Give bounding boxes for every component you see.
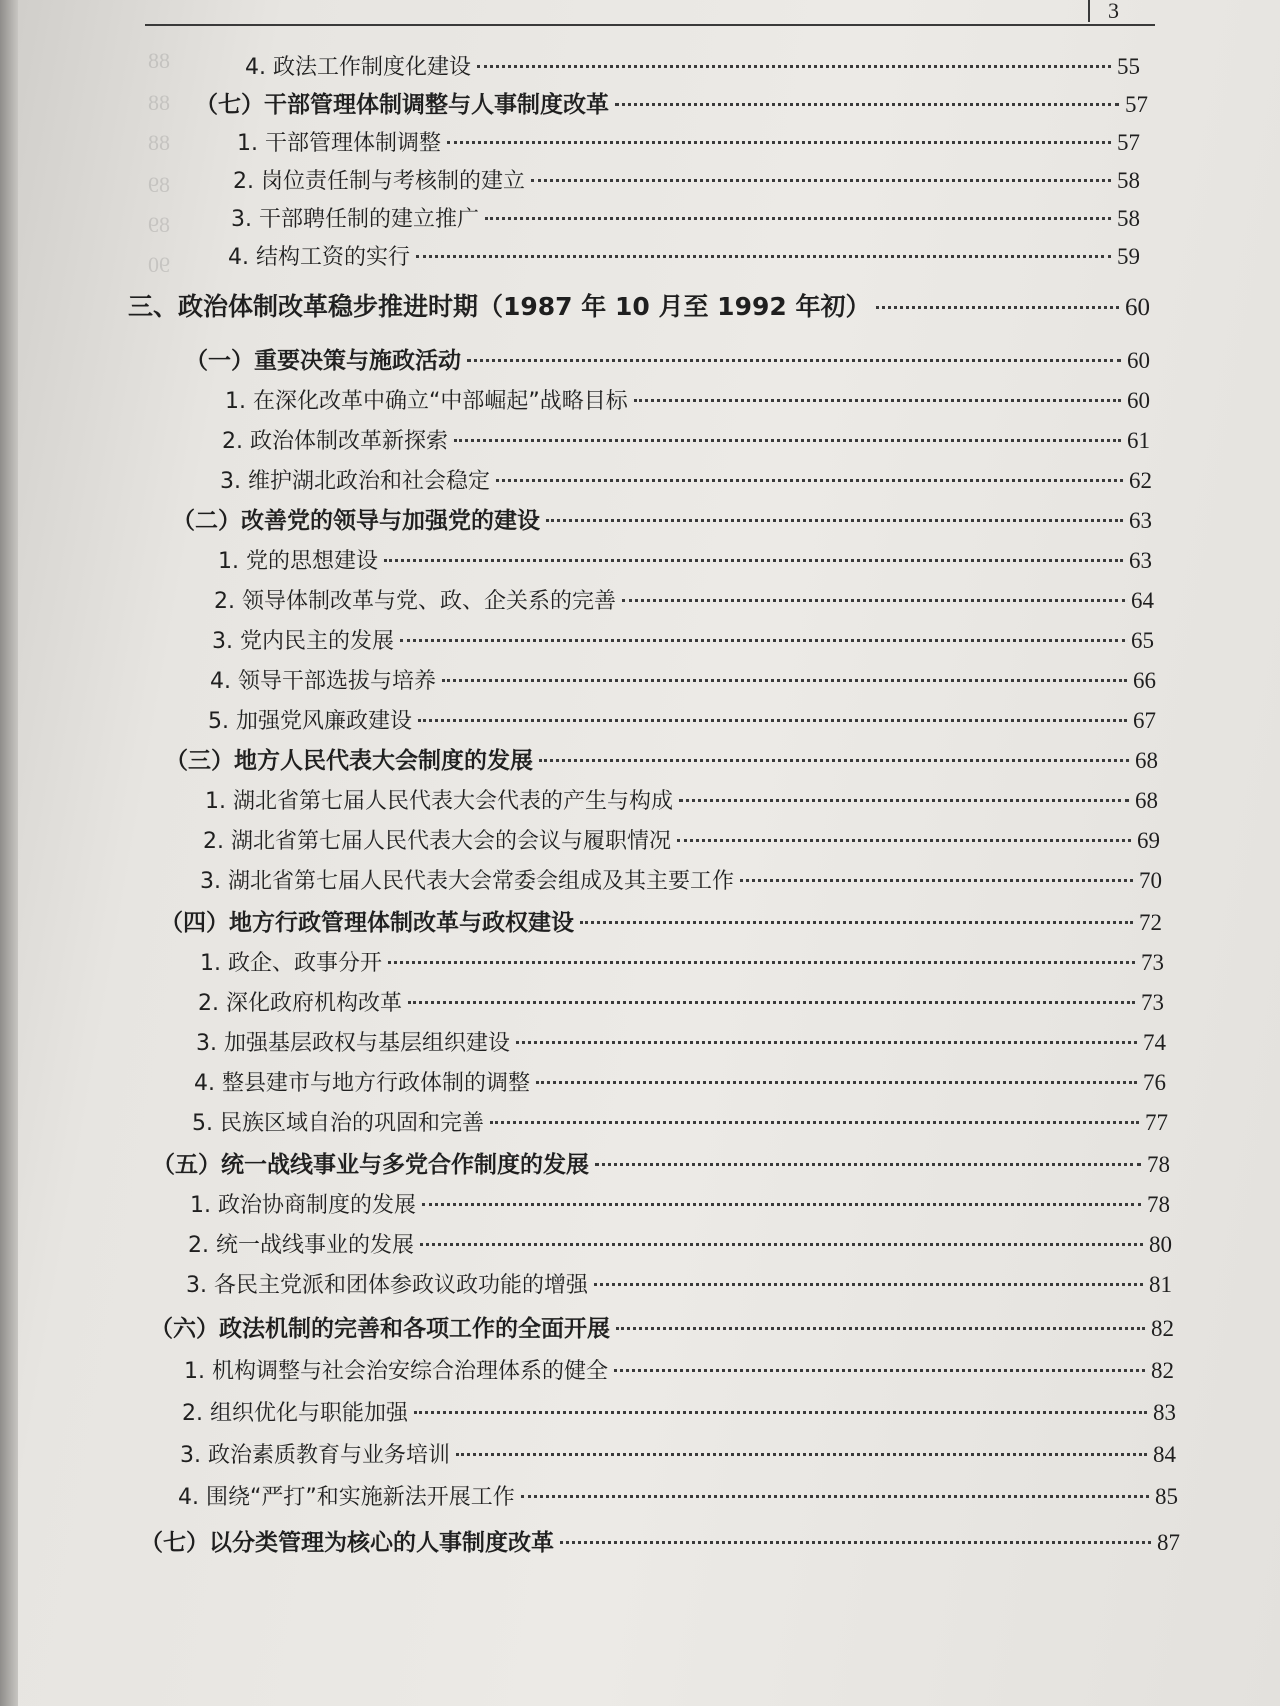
toc-entry (200, 866, 1162, 897)
toc-entry-label: 2. 岗位责任制与考核制的建立 (233, 169, 525, 194)
toc-entry (192, 1108, 1168, 1139)
toc-entry-label: （一）重要决策与施政活动 (185, 348, 461, 374)
toc-entry-page: 60 (1127, 388, 1150, 413)
toc-entry-page: 85 (1155, 1484, 1178, 1509)
toc-entry (220, 466, 1152, 497)
toc-entry-label: 1. 党的思想建设 (218, 549, 378, 574)
toc-leader-dots (580, 921, 1133, 924)
bleed-through-text: 88 88 88 89 89 90 (148, 48, 170, 277)
toc-entry-label: 2. 政治体制改革新探索 (222, 429, 448, 454)
toc-entry-page: 78 (1147, 1152, 1170, 1177)
toc-entry (172, 506, 1152, 536)
toc-leader-dots (416, 255, 1111, 258)
toc-entry (184, 1356, 1174, 1387)
toc-entry-label: 1. 在深化改革中确立“中部崛起”战略目标 (225, 389, 628, 414)
toc-leader-dots (740, 879, 1133, 882)
toc-entry-page: 73 (1141, 950, 1164, 975)
toc-leader-dots (485, 217, 1111, 220)
toc-leader-dots (516, 1041, 1137, 1044)
toc-entry-page: 57 (1125, 92, 1148, 117)
toc-entry-label: 3. 加强基层政权与基层组织建设 (196, 1031, 510, 1056)
toc-entry-page: 68 (1135, 748, 1158, 773)
toc-entry-page: 65 (1131, 628, 1154, 653)
page-number: 3 (1108, 0, 1119, 23)
toc-entry-page: 76 (1143, 1070, 1166, 1095)
toc-entry (210, 666, 1156, 697)
toc-entry-page: 82 (1151, 1316, 1174, 1341)
toc-entry (160, 908, 1162, 938)
toc-entry (190, 1190, 1170, 1221)
toc-leader-dots (388, 961, 1135, 964)
toc-entry-page: 84 (1153, 1442, 1176, 1467)
toc-leader-dots (442, 679, 1127, 682)
toc-leader-dots (679, 799, 1129, 802)
toc-leader-dots (422, 1203, 1141, 1206)
toc-entry-page: 70 (1139, 868, 1162, 893)
toc-entry-page: 73 (1141, 990, 1164, 1015)
toc-entry (237, 128, 1140, 159)
toc-entry-page: 63 (1129, 548, 1152, 573)
toc-entry (188, 1230, 1172, 1261)
toc-leader-dots (408, 1001, 1135, 1004)
toc-entry (212, 626, 1154, 657)
toc-entry (231, 204, 1140, 235)
toc-leader-dots (539, 759, 1129, 762)
toc-entry-label: 4. 领导干部选拔与培养 (210, 669, 436, 694)
toc-leader-dots (560, 1541, 1151, 1544)
toc-leader-dots (400, 639, 1125, 642)
toc-entry-page: 82 (1151, 1358, 1174, 1383)
toc-entry-page: 67 (1133, 708, 1156, 733)
toc-entry-label: 3. 干部聘任制的建立推广 (231, 207, 479, 232)
toc-entry-page: 72 (1139, 910, 1162, 935)
toc-entry-page: 60 (1127, 348, 1150, 373)
toc-entry (165, 746, 1158, 776)
toc-entry-label: 2. 统一战线事业的发展 (188, 1233, 414, 1258)
toc-leader-dots (615, 103, 1119, 106)
toc-entry (140, 1528, 1180, 1558)
toc-entry-page: 69 (1137, 828, 1160, 853)
toc-entry-label: （四）地方行政管理体制改革与政权建设 (160, 910, 574, 936)
toc-entry-label: （五）统一战线事业与多党合作制度的发展 (152, 1152, 589, 1178)
toc-entry-page: 77 (1145, 1110, 1168, 1135)
toc-entry-page: 63 (1129, 508, 1152, 533)
toc-entry-page: 64 (1131, 588, 1154, 613)
toc-entry-label: 2. 领导体制改革与党、政、企关系的完善 (214, 589, 616, 614)
toc-entry-label: 1. 干部管理体制调整 (237, 131, 441, 156)
toc-entry (185, 346, 1150, 376)
toc-leader-dots (546, 519, 1123, 522)
toc-entry-label: 1. 机构调整与社会治安综合治理体系的健全 (184, 1359, 608, 1384)
toc-entry-label: （七）干部管理体制调整与人事制度改革 (195, 92, 609, 118)
toc-entry (245, 52, 1140, 83)
toc-entry-page: 60 (1125, 294, 1150, 321)
toc-entry (152, 1150, 1170, 1180)
toc-entry-label: 三、政治体制改革稳步推进时期（1987 年 10 月至 1992 年初） (128, 292, 871, 321)
toc-entry-label: 4. 政法工作制度化建设 (245, 55, 471, 80)
toc-leader-dots (594, 1283, 1143, 1286)
toc-entry-page: 58 (1117, 206, 1140, 231)
toc-entry-label: 3. 各民主党派和团体参政议政功能的增强 (186, 1273, 588, 1298)
toc-entry-page: 59 (1117, 244, 1140, 269)
toc-entry (195, 90, 1148, 120)
toc-entry (186, 1270, 1172, 1301)
toc-entry-label: 3. 党内民主的发展 (212, 629, 394, 654)
toc-leader-dots (467, 359, 1121, 362)
toc-entry-page: 61 (1127, 428, 1150, 453)
toc-leader-dots (677, 839, 1131, 842)
toc-leader-dots (454, 439, 1121, 442)
toc-entry-label: （三）地方人民代表大会制度的发展 (165, 748, 533, 774)
toc-leader-dots (420, 1243, 1143, 1246)
toc-entry-label: 2. 深化政府机构改革 (198, 991, 402, 1016)
toc-leader-dots (447, 141, 1111, 144)
toc-entry-label: （二）改善党的领导与加强党的建设 (172, 508, 540, 534)
toc-leader-dots (477, 65, 1111, 68)
toc-leader-dots (418, 719, 1127, 722)
toc-leader-dots (414, 1411, 1147, 1414)
toc-entry-page: 83 (1153, 1400, 1176, 1425)
toc-entry-label: 3. 湖北省第七届人民代表大会常委会组成及其主要工作 (200, 869, 734, 894)
toc-entry (196, 1028, 1166, 1059)
toc-entry-page: 80 (1149, 1232, 1172, 1257)
toc-entry-label: 4. 整县建市与地方行政体制的调整 (194, 1071, 530, 1096)
toc-entry-label: 1. 政治协商制度的发展 (190, 1193, 416, 1218)
toc-entry (228, 242, 1140, 273)
toc-entry (203, 826, 1160, 857)
toc-leader-dots (614, 1369, 1145, 1372)
toc-entry-label: 4. 结构工资的实行 (228, 245, 410, 270)
toc-leader-dots (876, 306, 1119, 309)
toc-leader-dots (456, 1453, 1147, 1456)
toc-leader-dots (634, 399, 1121, 402)
toc-entry (182, 1398, 1176, 1429)
toc-entry-page: 57 (1117, 130, 1140, 155)
toc-entry-label: 5. 民族区域自治的巩固和完善 (192, 1111, 484, 1136)
toc-entry (194, 1068, 1166, 1099)
toc-entry-label: （六）政法机制的完善和各项工作的全面开展 (150, 1316, 610, 1342)
toc-entry-page: 78 (1147, 1192, 1170, 1217)
toc-entry (200, 948, 1164, 979)
toc-entry-page: 58 (1117, 168, 1140, 193)
toc-entry-page: 68 (1135, 788, 1158, 813)
toc-entry (225, 386, 1150, 417)
toc-entry (128, 292, 1150, 323)
toc-leader-dots (622, 599, 1125, 602)
toc-entry-label: 2. 湖北省第七届人民代表大会的会议与履职情况 (203, 829, 671, 854)
toc-entry-page: 55 (1117, 54, 1140, 79)
toc-entry-page: 74 (1143, 1030, 1166, 1055)
toc-entry-label: 4. 围绕“严打”和实施新法开展工作 (178, 1485, 515, 1510)
toc-entry-page: 66 (1133, 668, 1156, 693)
toc-entry (233, 166, 1140, 197)
toc-leader-dots (490, 1121, 1139, 1124)
toc-leader-dots (521, 1495, 1149, 1498)
toc-leader-dots (595, 1163, 1141, 1166)
toc-entry-label: 3. 政治素质教育与业务培训 (180, 1443, 450, 1468)
toc-entry-label: 2. 组织优化与职能加强 (182, 1401, 408, 1426)
toc-entry (214, 586, 1154, 617)
toc-leader-dots (536, 1081, 1137, 1084)
toc-entry (150, 1314, 1174, 1344)
toc-entry (198, 988, 1164, 1019)
toc-entry-label: 1. 湖北省第七届人民代表大会代表的产生与构成 (205, 789, 673, 814)
toc-leader-dots (496, 479, 1123, 482)
toc-entry (180, 1440, 1176, 1471)
toc-entry-label: 1. 政企、政事分开 (200, 951, 382, 976)
toc-leader-dots (384, 559, 1123, 562)
toc-entry (218, 546, 1152, 577)
toc-entry-label: （七）以分类管理为核心的人事制度改革 (140, 1530, 554, 1556)
toc-entry-page: 87 (1157, 1530, 1180, 1555)
toc-entry (222, 426, 1150, 457)
toc-entry-page: 62 (1129, 468, 1152, 493)
toc-leader-dots (616, 1327, 1145, 1330)
toc-entry (178, 1482, 1178, 1513)
toc-leader-dots (531, 179, 1111, 182)
toc-entry-page: 81 (1149, 1272, 1172, 1297)
toc-entry-label: 5. 加强党风廉政建设 (208, 709, 412, 734)
toc-entry (205, 786, 1158, 817)
toc-entry-label: 3. 维护湖北政治和社会稳定 (220, 469, 490, 494)
toc-entry (208, 706, 1156, 737)
